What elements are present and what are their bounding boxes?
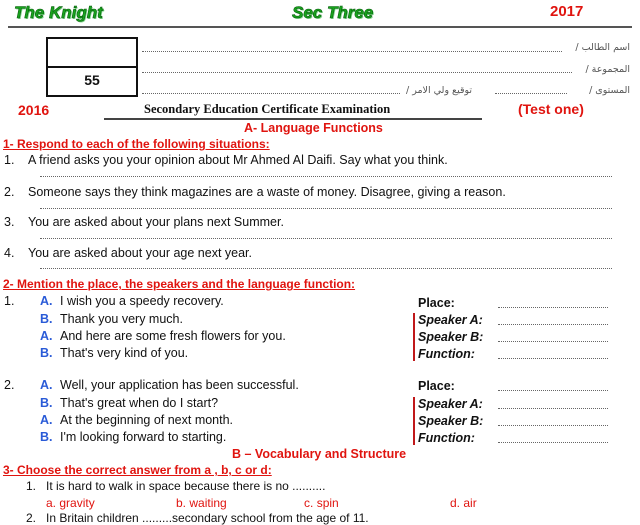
exam-title-rule [104,118,482,120]
student-name-field[interactable] [142,51,562,52]
dialogue-1-line-4-speaker: B. [40,346,53,360]
situation-1-answer-line[interactable] [40,176,612,177]
situation-3-answer-line[interactable] [40,238,612,239]
dialogue-1-line-1-text: I wish you a speedy recovery. [60,294,224,308]
situation-1-number: 1. [4,153,15,167]
level-label: المستوى / [589,85,630,96]
dialogue-1-speaker-b-label: Speaker B: [418,330,484,344]
dialogue-2-line-2-speaker: B. [40,396,53,410]
dialogue-2-speaker-b-field[interactable] [498,425,608,426]
section-b-title: B – Vocabulary and Structure [232,447,407,461]
score-box-divider [48,66,136,68]
header-wordart-center: Sec Three [292,3,374,22]
header-rule [8,26,632,28]
situation-2-answer-line[interactable] [40,208,612,209]
dialogue-1-place-label: Place: [418,296,455,310]
mcq-2-number: 2. [26,511,37,525]
dialogue-1-line-2-speaker: B. [40,312,53,326]
dialogue-1-number: 1. [4,294,15,308]
situation-4-text: You are asked about your age next year. [28,246,253,260]
dialogue-2-line-1-text: Well, your application has been successful. [60,378,299,392]
dialogue-1-speaker-a-field[interactable] [498,324,608,325]
exam-title: Secondary Education Certificate Examination [144,102,391,116]
section-a-title: A- Language Functions [244,121,383,135]
dialogue-2-line-1-speaker: A. [40,378,53,392]
mcq-1-option-b[interactable] [176,496,227,510]
situation-3-number: 3. [4,215,15,229]
level-field[interactable] [495,93,567,94]
situation-2-text: Someone says they think magazines are a waste of money. Disagree, giving a reason. [28,185,506,199]
mcq-2-text: In Britain children .........secondary school from the age of 11. [46,511,369,525]
dialogue-2-speaker-a-field[interactable] [498,408,608,409]
mcq-1-option-a-text: gravity [59,496,95,510]
dialogue-2-function-label: Function: [418,431,475,445]
dialogue-1-line-3-speaker: A. [40,329,53,343]
dialogue-1-place-field[interactable] [498,307,608,308]
mcq-1-option-b-letter: b. [176,496,187,510]
dialogue-1-line-1-speaker: A. [40,294,53,308]
dialogue-2-number: 2. [4,378,15,392]
dialogue-2-speaker-a-label: Speaker A: [418,397,483,411]
dialogue-1-line-3-text: And here are some fresh flowers for you. [60,329,286,343]
mcq-1-option-c-letter: c. [304,496,314,510]
dialogue-2-line-3-speaker: A. [40,413,53,427]
dialogue-2-label-bar [413,397,415,445]
test-label: (Test one) [518,101,584,117]
mcq-1-option-a[interactable] [46,496,95,510]
q2-heading: 2- Mention the place, the speakers and the language function: [3,277,356,291]
mcq-1-option-c-text: spin [316,496,339,510]
situation-4-number: 4. [4,246,15,260]
dialogue-1-label-bar [413,313,415,361]
mcq-1-option-d-text: air [463,496,477,510]
dialogue-2-place-field[interactable] [498,390,608,391]
dialogue-1-line-2-text: Thank you very much. [60,312,183,326]
score-box [46,37,138,97]
score-value: 55 [84,72,100,88]
dialogue-2-function-field[interactable] [498,442,608,443]
dialogue-2-line-4-text: I'm looking forward to starting. [60,430,227,444]
guardian-signature-field[interactable] [142,93,400,94]
mcq-1-text: It is hard to walk in space because there is no .......... [46,479,326,493]
dialogue-1-speaker-a-label: Speaker A: [418,313,483,327]
q1-heading: 1- Respond to each of the following situations: [3,137,270,151]
group-label: المجموعة / [585,64,630,75]
dialogue-2-line-3-text: At the beginning of next month. [60,413,234,427]
situation-3-text: You are asked about your plans next Summer. [28,215,284,229]
student-name-label: اسم الطالب / [575,42,630,53]
group-field[interactable] [142,72,572,73]
mcq-1-number: 1. [26,479,37,493]
dialogue-2-place-label: Place: [418,379,455,393]
exam-year-left: 2016 [18,102,50,118]
mcq-1-option-d[interactable] [450,496,477,510]
situation-2-number: 2. [4,185,15,199]
situation-1-text: A friend asks you your opinion about Mr Ahmed Al Daifi. Say what you think. [28,153,448,167]
dialogue-2-line-2-text: That's great when do I start? [60,396,219,410]
guardian-signature-label: توقيع ولي الامر / [406,85,473,96]
header-year-right: 2017 [550,3,584,20]
dialogue-2-line-4-speaker: B. [40,430,53,444]
dialogue-1-line-4-text: That's very kind of you. [60,346,189,360]
dialogue-1-function-field[interactable] [498,358,608,359]
dialogue-1-function-label: Function: [418,347,475,361]
header-wordart-left: The Knight [14,3,103,22]
mcq-1-option-c[interactable] [304,496,339,510]
mcq-1-option-d-letter: d. [450,496,461,510]
dialogue-1-speaker-b-field[interactable] [498,341,608,342]
mcq-1-option-a-letter: a. [46,496,57,510]
mcq-1-option-b-text: waiting [189,496,227,510]
situation-4-answer-line[interactable] [40,268,612,269]
q3-heading: 3- Choose the correct answer from a , b, c or d: [3,463,272,477]
dialogue-2-speaker-b-label: Speaker B: [418,414,484,428]
